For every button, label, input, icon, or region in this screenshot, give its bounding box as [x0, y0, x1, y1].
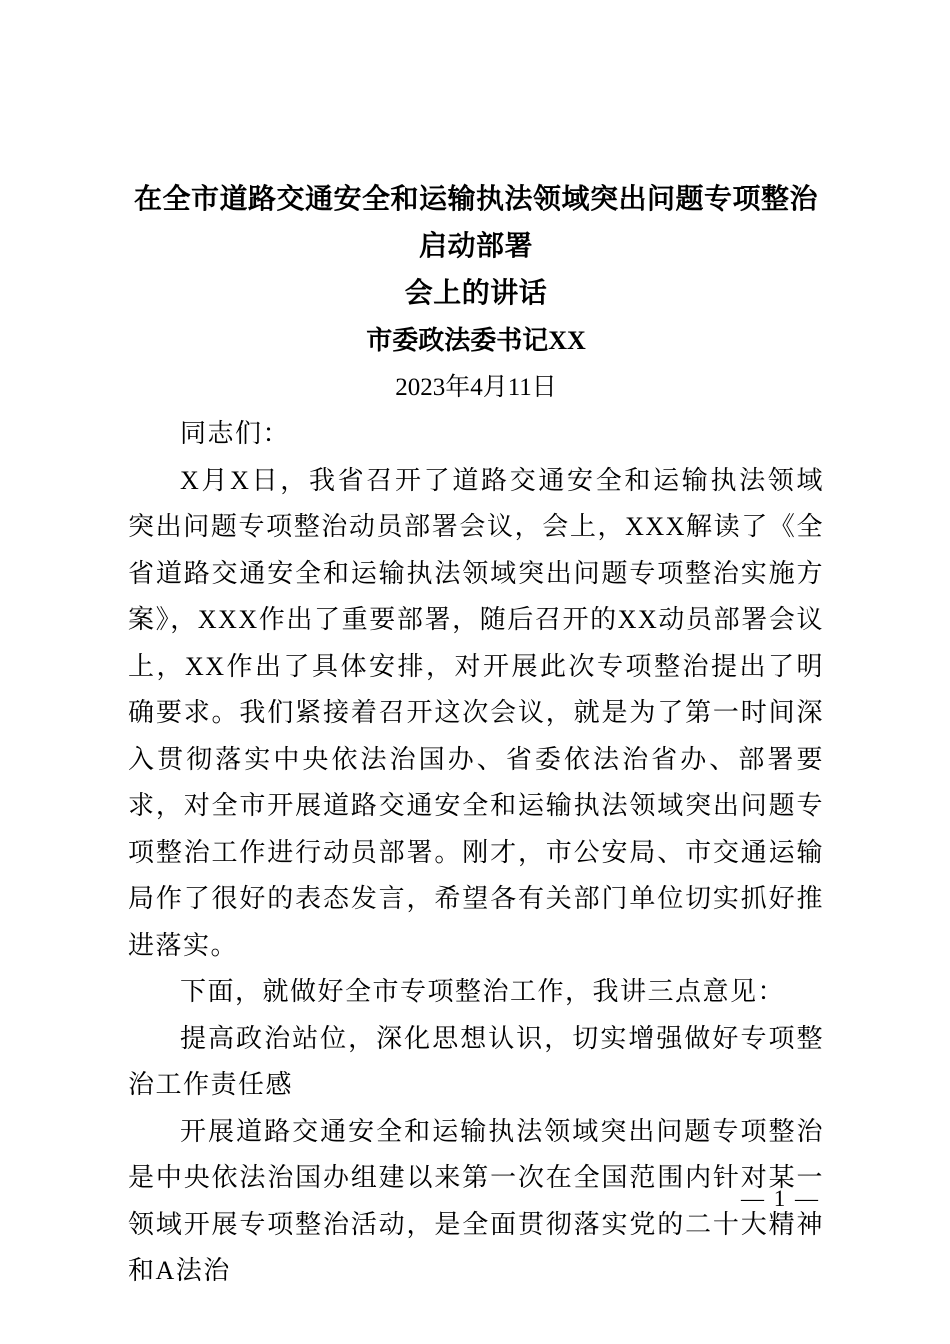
paragraph-4: 开展道路交通安全和运输执法领域突出问题专项整治是中央依法治国办组建以来第一次在全国范围内针对某一领域开展专项整治活动，是全面贯彻落实党的二十大精神和A法治 [128, 1116, 824, 1285]
author-line: 市委政法委书记XX [366, 326, 586, 355]
document-title-line-1: 在全市道路交通安全和运输执法领域突出问题专项整治启动部署 [133, 184, 818, 262]
page-number: — 1 — [741, 1186, 820, 1211]
document-body [128, 411, 824, 1295]
document-content [128, 176, 824, 1295]
date-line: 2023年4月11日 [395, 374, 557, 401]
document-title-line-2: 会上的讲话 [404, 278, 548, 309]
paragraph-3: 提高政治站位，深化思想认识，切实增强做好专项整治工作责任感 [128, 1023, 824, 1099]
salutation: 同志们： [180, 419, 291, 448]
paragraph-1: X月X日，我省召开了道路交通安全和运输执法领域突出问题专项整治动员部署会议，会上，XXX解读了《全省道路交通安全和运输执法领域突出问题专项整治实施方案》，XXX作出了重要部署，随后召开的XX动员部署会议上，XX作出了具体安排，对开展此次专项整治提出了明确要求。我们紧接着召开这次会议，就是为了第一时间深入贯彻落实中央依法治国办、省委依法治省办、部署要求，对全市开展道路交通安全和运输执法领域突出问题专项整治工作进行动员部署。刚才，市公安局、市交通运输局作了很好的表态发言，希望各有关部门单位切实抓好推进落实。 [128, 465, 824, 960]
paragraph-2: 下面，就做好全市专项整治工作，我讲三点意见： [180, 977, 786, 1006]
